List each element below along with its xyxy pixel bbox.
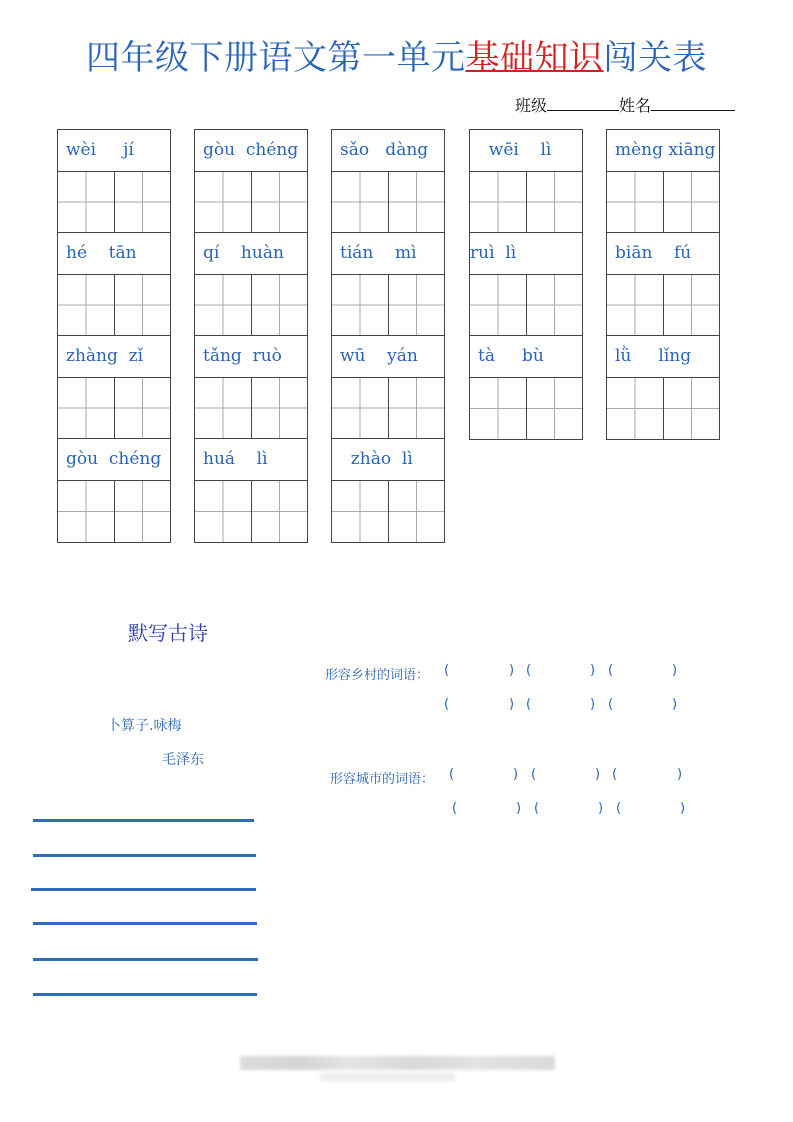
- char-cell: [332, 481, 389, 542]
- pinyin-label: sǎo dàng: [332, 130, 444, 172]
- pinyin-column-3: [331, 129, 445, 543]
- name-label: 姓名: [619, 96, 652, 115]
- class-blank[interactable]: [547, 96, 619, 111]
- open-paren: (: [534, 801, 540, 816]
- pinyin-unit: [470, 233, 582, 336]
- pinyin-unit: [607, 336, 719, 439]
- open-paren: (: [608, 663, 614, 678]
- open-paren: (: [444, 663, 450, 678]
- char-cell: [607, 275, 664, 335]
- class-label: 班级: [515, 96, 548, 115]
- pinyin-label: tián mì: [332, 233, 444, 275]
- pinyin-label: zhào lì: [332, 439, 444, 481]
- open-paren: (: [526, 663, 532, 678]
- char-cell: [332, 378, 389, 438]
- close-paren: ): [672, 697, 678, 712]
- pinyin-column-1: [57, 129, 171, 543]
- page-title: 四年级下册语文第一单元基础知识闯关表: [86, 38, 707, 78]
- pinyin-unit: [470, 130, 582, 233]
- urban-words-label: 形容城市的词语：: [330, 772, 435, 787]
- char-cell: [527, 275, 583, 335]
- char-cell: [527, 172, 583, 232]
- poem-author: 毛泽东: [162, 752, 204, 768]
- close-paren: ): [590, 697, 596, 712]
- char-cell: [527, 378, 583, 439]
- char-grid[interactable]: [332, 275, 444, 336]
- char-cell: [252, 275, 308, 335]
- char-cell: [664, 378, 720, 439]
- open-paren: (: [444, 697, 450, 712]
- char-cell: [607, 378, 664, 439]
- pinyin-label: tǎng ruò: [195, 336, 307, 378]
- char-grid[interactable]: [332, 172, 444, 233]
- pinyin-column-4: [469, 129, 583, 440]
- writing-line[interactable]: [33, 958, 258, 961]
- pinyin-column-2: [194, 129, 308, 543]
- char-grid[interactable]: [332, 481, 444, 542]
- pinyin-label: ruì lì: [470, 233, 582, 275]
- char-cell: [389, 378, 445, 438]
- char-grid[interactable]: [470, 172, 582, 233]
- char-cell: [115, 172, 171, 232]
- char-grid[interactable]: [195, 481, 307, 542]
- close-paren: ): [509, 663, 515, 678]
- open-paren: (: [452, 801, 458, 816]
- blurred-footer-sub: [320, 1073, 455, 1081]
- char-cell: [58, 481, 115, 542]
- close-paren: ): [598, 801, 604, 816]
- char-cell: [470, 172, 527, 232]
- char-cell: [470, 275, 527, 335]
- open-paren: (: [449, 767, 455, 782]
- open-paren: (: [616, 801, 622, 816]
- writing-line[interactable]: [33, 819, 254, 822]
- char-cell: [664, 172, 720, 232]
- pinyin-unit: [607, 130, 719, 233]
- pinyin-label: tà bù: [470, 336, 582, 378]
- close-paren: ): [677, 767, 683, 782]
- pinyin-label: gòu chéng: [58, 439, 170, 481]
- writing-line[interactable]: [31, 888, 256, 891]
- title-highlight: 基础知识: [465, 38, 604, 78]
- pinyin-unit: [195, 439, 307, 542]
- char-grid[interactable]: [195, 275, 307, 336]
- char-cell: [195, 481, 252, 542]
- char-cell: [58, 275, 115, 335]
- pinyin-unit: [58, 233, 170, 336]
- char-cell: [195, 378, 252, 438]
- pinyin-column-5: [606, 129, 720, 440]
- close-paren: ): [595, 767, 601, 782]
- char-cell: [389, 275, 445, 335]
- pinyin-unit: [58, 336, 170, 439]
- char-grid[interactable]: [332, 378, 444, 439]
- char-cell: [195, 172, 252, 232]
- poem-name: 卜算子.咏梅: [107, 718, 182, 734]
- writing-line[interactable]: [33, 922, 257, 925]
- pinyin-label: lǜ lǐng: [607, 336, 719, 378]
- pinyin-unit: [332, 336, 444, 439]
- pinyin-label: huá lì: [195, 439, 307, 481]
- char-grid[interactable]: [195, 172, 307, 233]
- pinyin-label: biān fú: [607, 233, 719, 275]
- char-cell: [58, 378, 115, 438]
- pinyin-label: zhàng zǐ: [58, 336, 170, 378]
- char-cell: [389, 172, 445, 232]
- char-cell: [115, 481, 171, 542]
- pinyin-label: wēi lì: [470, 130, 582, 172]
- char-cell: [252, 481, 308, 542]
- char-grid[interactable]: [58, 378, 170, 439]
- pinyin-label: qí huàn: [195, 233, 307, 275]
- char-cell: [58, 172, 115, 232]
- close-paren: ): [672, 663, 678, 678]
- pinyin-unit: [332, 233, 444, 336]
- pinyin-unit: [58, 439, 170, 542]
- char-cell: [252, 172, 308, 232]
- open-paren: (: [612, 767, 618, 782]
- char-cell: [115, 378, 171, 438]
- char-grid[interactable]: [58, 172, 170, 233]
- char-grid[interactable]: [470, 275, 582, 336]
- pinyin-unit: [607, 233, 719, 336]
- char-cell: [332, 172, 389, 232]
- close-paren: ): [516, 801, 522, 816]
- writing-line[interactable]: [33, 854, 256, 857]
- char-cell: [252, 378, 308, 438]
- pinyin-unit: [195, 233, 307, 336]
- char-cell: [195, 275, 252, 335]
- pinyin-unit: [332, 439, 444, 542]
- pinyin-unit: [332, 130, 444, 233]
- open-paren: (: [531, 767, 537, 782]
- char-cell: [470, 378, 527, 439]
- char-grid[interactable]: [607, 172, 719, 233]
- char-grid[interactable]: [58, 481, 170, 542]
- pinyin-unit: [195, 336, 307, 439]
- pinyin-label: wū yán: [332, 336, 444, 378]
- close-paren: ): [509, 697, 515, 712]
- pinyin-label: hé tān: [58, 233, 170, 275]
- char-grid[interactable]: [607, 378, 719, 439]
- pinyin-label: gòu chéng: [195, 130, 307, 172]
- open-paren: (: [608, 697, 614, 712]
- poem-heading: 默写古诗: [128, 621, 208, 645]
- name-blank[interactable]: [651, 96, 735, 111]
- open-paren: (: [526, 697, 532, 712]
- char-grid[interactable]: [195, 378, 307, 439]
- pinyin-label: wèi jí: [58, 130, 170, 172]
- writing-line[interactable]: [33, 993, 257, 996]
- blurred-footer: [240, 1056, 555, 1070]
- pinyin-unit: [195, 130, 307, 233]
- pinyin-unit: [58, 130, 170, 233]
- char-cell: [389, 481, 445, 542]
- pinyin-label: mèng xiāng: [607, 130, 719, 172]
- close-paren: ): [513, 767, 519, 782]
- char-grid[interactable]: [58, 275, 170, 336]
- pinyin-unit: [470, 336, 582, 439]
- char-grid[interactable]: [607, 275, 719, 336]
- close-paren: ): [590, 663, 596, 678]
- char-grid[interactable]: [470, 378, 582, 439]
- rural-words-label: 形容乡村的词语：: [325, 668, 430, 683]
- char-cell: [607, 172, 664, 232]
- close-paren: ): [680, 801, 686, 816]
- name-line: [515, 93, 735, 116]
- char-cell: [115, 275, 171, 335]
- char-cell: [332, 275, 389, 335]
- char-cell: [664, 275, 720, 335]
